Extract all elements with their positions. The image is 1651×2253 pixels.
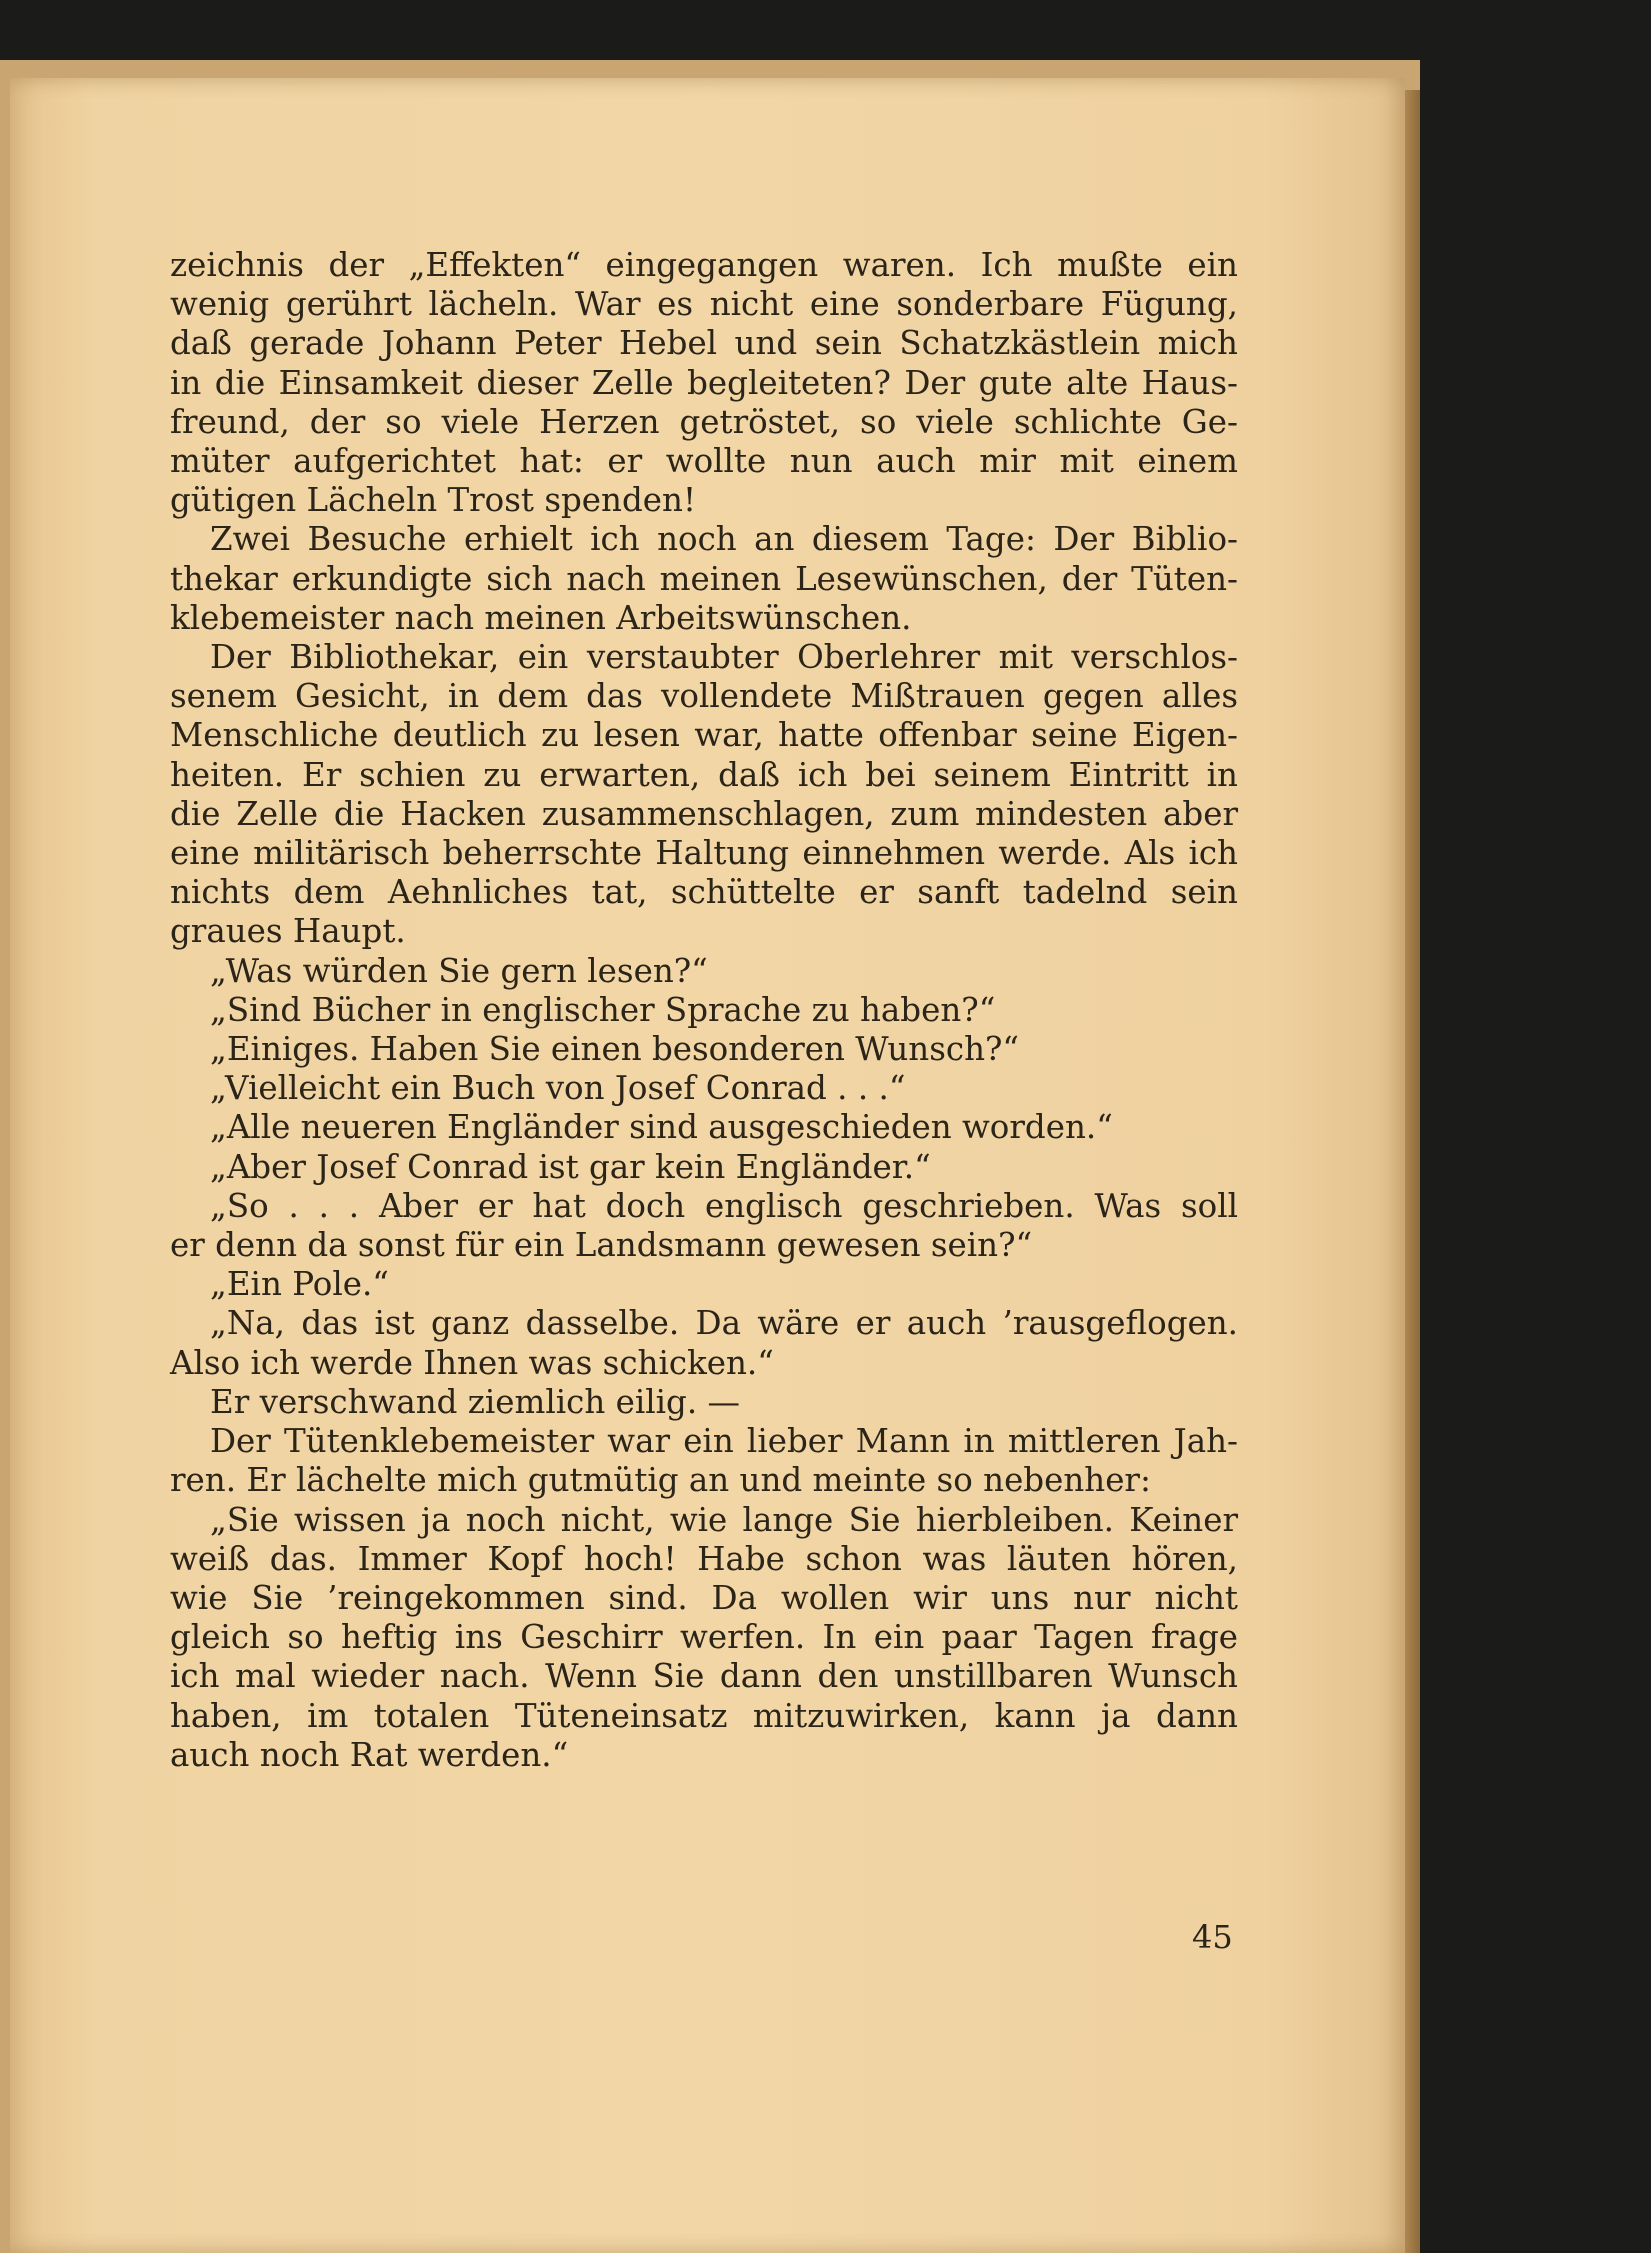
paragraph <box>170 1501 1238 1775</box>
paragraph <box>170 1148 1238 1187</box>
text-line: thekar erkundigte sich nach meinen Lesewünschen, der Tüten- <box>170 559 1238 598</box>
text-line: müter aufgerichtet hat: er wollte nun auch mir mit einem <box>170 442 1238 481</box>
text-line: auch noch Rat werden.“ <box>170 1735 569 1774</box>
text-line: freund, der so viele Herzen getröstet, so viele schlichte Ge- <box>170 402 1238 441</box>
text-line: graues Haupt. <box>170 912 406 951</box>
text-line: Er verschwand ziemlich eilig. — <box>210 1382 740 1421</box>
paragraph <box>170 1069 1238 1108</box>
paragraph <box>170 638 1238 952</box>
paragraph <box>170 520 1238 638</box>
paragraph <box>170 1108 1238 1147</box>
text-line: Der Tütenklebemeister war ein lieber Mann in mittleren Jah- <box>210 1422 1238 1461</box>
text-line: wenig gerührt lächeln. War es nicht eine sonderbare Fügung, <box>170 285 1238 324</box>
text-line: „Was würden Sie gern lesen?“ <box>210 951 708 990</box>
text-line: die Zelle die Hacken zusammenschlagen, zum mindesten aber <box>170 794 1238 833</box>
text-line: „Aber Josef Conrad ist gar kein Engländer.“ <box>210 1147 931 1186</box>
text-line: „Ein Pole.“ <box>210 1265 389 1304</box>
text-line: senem Gesicht, in dem das vollendete Mißtrauen gegen alles <box>170 677 1238 716</box>
text-line: „Na, das ist ganz dasselbe. Da wäre er auch ’rausgeflogen. <box>210 1304 1238 1343</box>
text-line: wie Sie ’reingekommen sind. Da wollen wir uns nur nicht <box>170 1578 1238 1617</box>
text-line: zeichnis der „Effekten“ eingegangen waren. Ich mußte ein <box>170 246 1238 284</box>
text-line: „Sind Bücher in englischer Sprache zu haben?“ <box>210 990 996 1029</box>
paragraph <box>170 1422 1238 1500</box>
text-line: „So . . . Aber er hat doch englisch geschrieben. Was soll <box>210 1186 1238 1225</box>
body-text <box>170 246 1238 1775</box>
text-line: „Einiges. Haben Sie einen besonderen Wunsch?“ <box>210 1030 1020 1069</box>
text-line: gleich so heftig ins Geschirr werfen. In ein paar Tagen frage <box>170 1618 1238 1657</box>
text-line: Der Bibliothekar, ein verstaubter Oberlehrer mit verschlos- <box>210 638 1238 677</box>
text-line: nichts dem Aehnliches tat, schüttelte er sanft tadelnd sein <box>170 873 1238 912</box>
text-line: haben, im totalen Tüteneinsatz mitzuwirken, kann ja dann <box>170 1696 1238 1735</box>
page-number: 45 <box>1192 1918 1233 1956</box>
text-line: „Sie wissen ja noch nicht, wie lange Sie hierbleiben. Keiner <box>210 1500 1238 1539</box>
text-line: in die Einsamkeit dieser Zelle begleiteten? Der gute alte Haus- <box>170 363 1238 402</box>
text-line: gütigen Lächeln Trost spenden! <box>170 481 696 520</box>
text-line: Zwei Besuche erhielt ich noch an diesem Tage: Der Biblio- <box>210 520 1238 559</box>
text-line: Menschliche deutlich zu lesen war, hatte offenbar seine Eigen- <box>170 716 1238 755</box>
text-line: Also ich werde Ihnen was schicken.“ <box>170 1343 774 1382</box>
paragraph <box>170 991 1238 1030</box>
text-line: heiten. Er schien zu erwarten, daß ich bei seinem Eintritt in <box>170 755 1238 794</box>
text-line: „Vielleicht ein Buch von Josef Conrad . . .“ <box>210 1069 906 1108</box>
paragraph <box>170 1187 1238 1265</box>
text-line: daß gerade Johann Peter Hebel und sein Schatzkästlein mich <box>170 324 1238 363</box>
paragraph <box>170 1383 1238 1422</box>
text-line: ich mal wieder nach. Wenn Sie dann den unstillbaren Wunsch <box>170 1657 1238 1696</box>
paragraph <box>170 1030 1238 1069</box>
text-line: ren. Er lächelte mich gutmütig an und meinte so nebenher: <box>170 1461 1151 1500</box>
text-line: er denn da sonst für ein Landsmann gewesen sein?“ <box>170 1226 1033 1265</box>
paragraph <box>170 952 1238 991</box>
paragraph <box>170 1304 1238 1382</box>
text-line: „Alle neueren Engländer sind ausgeschieden worden.“ <box>210 1108 1113 1147</box>
paragraph <box>170 246 1238 520</box>
text-line: eine militärisch beherrschte Haltung einnehmen werde. Als ich <box>170 834 1238 873</box>
text-line: weiß das. Immer Kopf hoch! Habe schon was läuten hören, <box>170 1539 1238 1578</box>
text-line: klebemeister nach meinen Arbeitswünschen. <box>170 598 912 637</box>
paragraph <box>170 1265 1238 1304</box>
